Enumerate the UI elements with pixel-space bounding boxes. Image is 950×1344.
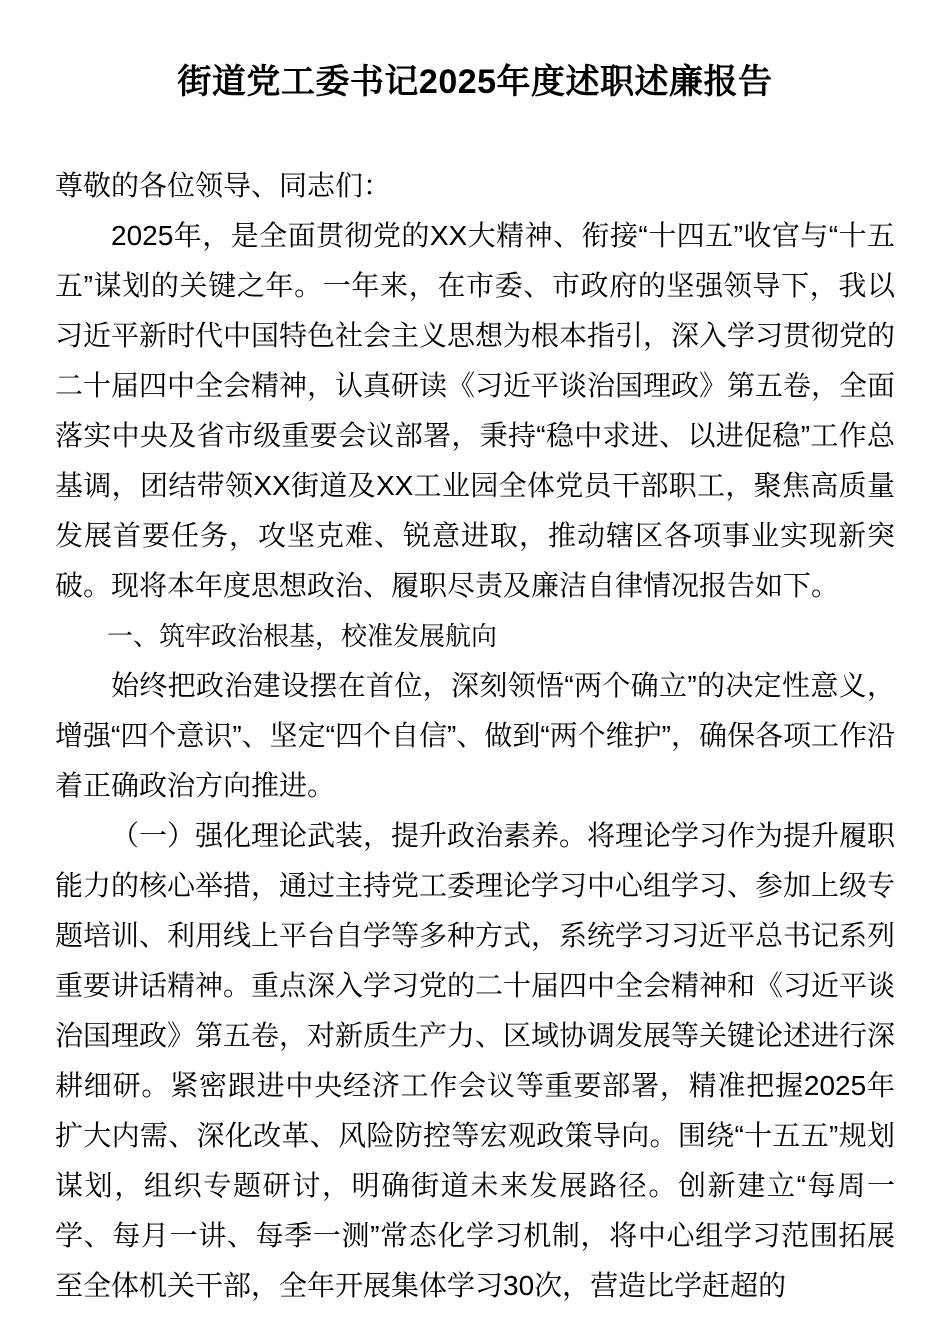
paragraph-section-1-intro: 始终把政治建设摆在首位，深刻领悟“两个确立”的决定性意义，增强“四个意识”、坚定“四个自信”、做到“两个维护”，确保各项工作沿着正确政治方向推进。 (55, 670, 895, 801)
paragraph-opening: 2025年，是全面贯彻党的XX大精神、衔接“十四五”收官与“十五五”谋划的关键之年。一年来，在市委、市政府的坚强领导下，我以习近平新时代中国特色社会主义思想为根本指引，深入学习贯彻党的二十届四中全会精神，认真研读《习近平谈治国理政》第五卷，全面落实中央及省市级重要会议部署，秉持“稳中求进、以进促稳”工作总基调，团结带领XX街道及XX工业园全体党员干部职工，聚焦高质量发展首要任务，攻坚克难、锐意进取，推动辖区各项事业实现新突破。现将本年度思想政治、履职尽责及廉洁自律情况报告如下。 (55, 220, 896, 601)
document-body (0, 161, 950, 1311)
paragraph-section-1-sub-1: （一）强化理论武装，提升政治素养。将理论学习作为提升履职能力的核心举措，通过主持党工委理论学习中心组学习、参加上级专题培训、利用线上平台自学等多种方式，系统学习习近平总书记系列重要讲话精神。重点深入学习党的二十届四中全会精神和《习近平谈治国理政》第五卷，对新质生产力、区域协调发展等关键论述进行深耕细研。紧密跟进中央经济工作会议等重要部署，精准把握2025年扩大内需、深化改革、风险防控等宏观政策导向。围绕“十五五”规划谋划，组织专题研讨，明确街道未来发展路径。创新建立“每周一学、每月一讲、每季一测”常态化学习机制，将中心组学习范围拓展至全体机关干部，全年开展集体学习30次，营造比学赶超的 (55, 820, 896, 1301)
section-heading-1: 一、筑牢政治根基，校准发展航向 (107, 621, 498, 651)
salutation-line: 尊敬的各位领导、同志们： (55, 170, 392, 201)
page-title: 街道党工委书记2025年度述职述廉报告 (177, 63, 773, 101)
